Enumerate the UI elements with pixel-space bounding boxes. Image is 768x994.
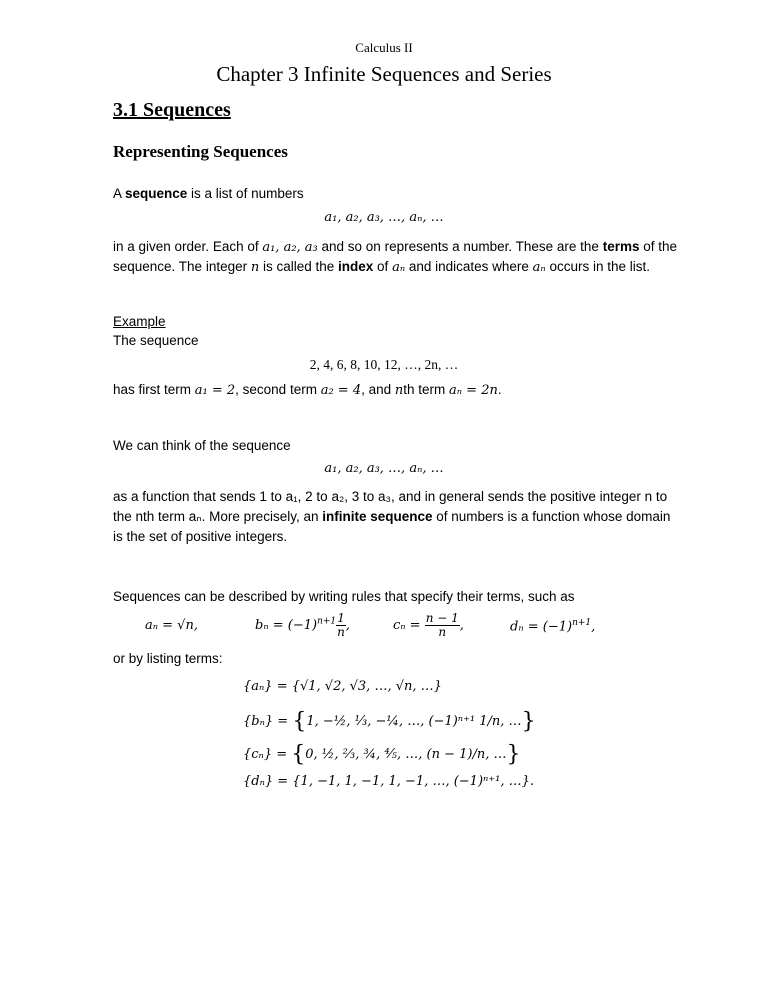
rule-b: $b_n = (-1)^{n+1}$ $\frac{1}{n}$ , xyxy=(255,611,351,639)
example-label: Example xyxy=(113,314,166,329)
section-title: 3.1 Sequences xyxy=(113,99,231,121)
paragraph-rules: Sequences can be described by writing rules that specify their terms, such as xyxy=(113,589,575,604)
equation-sequence: a₁, a₂, a₃, …, aₙ, … xyxy=(324,210,444,225)
list-b: {bₙ} = {1, −½, ⅓, −¼, …, (−1)ⁿ⁺¹ 1/n, …} xyxy=(243,709,536,734)
paragraph-terms-line1: in a given order. Each of a₁, a₂, a₃ and so on represents a number. These are the terms of the xyxy=(113,239,678,255)
paragraph-function-line3: is the set of positive integers. xyxy=(113,529,288,544)
paragraph-listing: or by listing terms: xyxy=(113,651,223,666)
chapter-title: Chapter 3 Infinite Sequences and Series xyxy=(216,62,552,86)
rule-c: cₙ = $\frac{n - 1}{n}$ , xyxy=(393,611,464,639)
equation-sequence-2: a₁, a₂, a₃, …, aₙ, … xyxy=(324,461,444,476)
paragraph-function-intro: We can think of the sequence xyxy=(113,438,291,453)
paragraph-function-line1: as a function that sends 1 to a₁, 2 to a₂, 3 to a₃, and in general sends the positive integer n to xyxy=(113,489,668,504)
example-equation: 2, 4, 6, 8, 10, 12, …, 2n, … xyxy=(309,357,459,372)
paragraph-terms-line2: sequence. The integer n is called the index of aₙ and indicates where aₙ occurs in the list. xyxy=(113,259,650,275)
rule-a: aₙ = √n, xyxy=(145,618,198,633)
list-a: {aₙ} = {√1, √2, √3, …, √n, …} xyxy=(243,679,442,694)
course-header: Calculus II xyxy=(355,40,413,55)
rule-d: $d_n = (-1)^{n+1}$, xyxy=(510,618,596,635)
list-c: {cₙ} = {0, ½, ⅔, ¾, ⅘, …, (n − 1)/n, …} xyxy=(243,742,521,767)
example-intro: The sequence xyxy=(113,333,199,348)
list-d: {dₙ} = {1, −1, 1, −1, 1, −1, …, (−1)ⁿ⁺¹, …}. xyxy=(243,774,535,789)
paragraph-function-line2: the nth term aₙ. More precisely, an infinite sequence of numbers is a function whose domain xyxy=(113,509,671,524)
subsection-title: Representing Sequences xyxy=(113,142,288,161)
paragraph-definition: A sequence is a list of numbers xyxy=(113,186,304,201)
example-description: has first term a₁ = 2, second term a₂ = 4, and nth term aₙ = 2n. xyxy=(113,382,502,398)
